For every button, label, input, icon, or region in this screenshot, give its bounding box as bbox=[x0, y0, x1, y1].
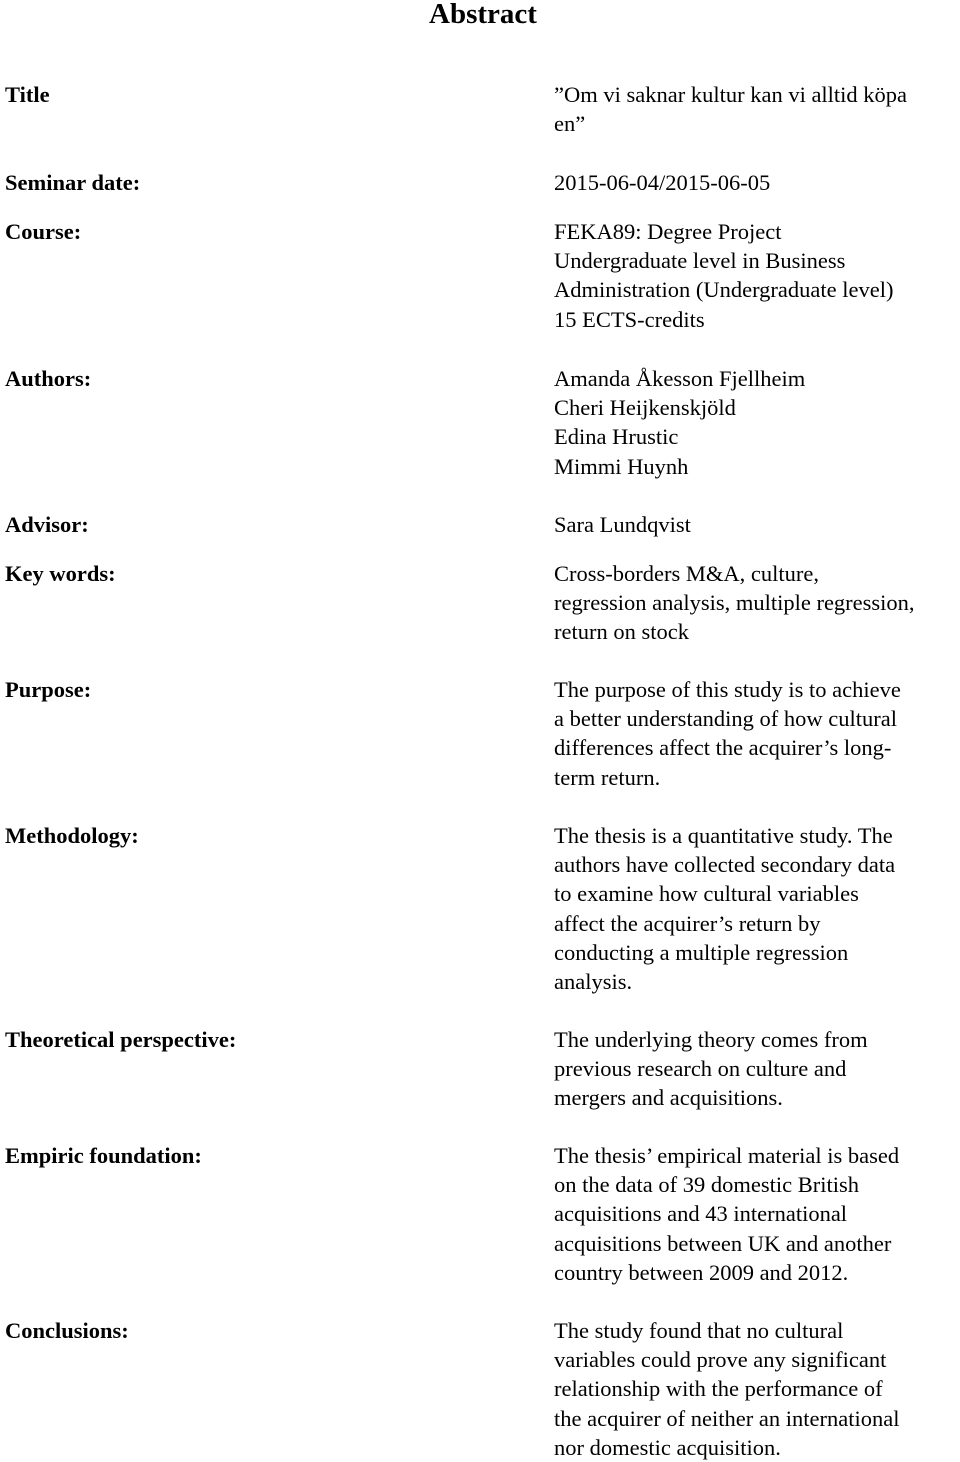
conclusions-label: Conclusions: bbox=[5, 1318, 129, 1343]
theoretical-perspective-value-line: mergers and acquisitions. bbox=[554, 1085, 783, 1111]
conclusions-value-line: relationship with the performance of bbox=[554, 1376, 883, 1402]
conclusions-value bbox=[554, 1316, 958, 1462]
empiric-foundation-value-line: acquisitions between UK and another bbox=[554, 1230, 892, 1256]
key-words-value-line: return on stock bbox=[554, 619, 689, 645]
purpose-label: Purpose: bbox=[5, 677, 92, 702]
purpose-value-line: differences affect the acquirer’s long- bbox=[554, 735, 892, 761]
conclusions-value-line: nor domestic acquisition. bbox=[554, 1434, 781, 1460]
seminar-date-value bbox=[554, 168, 958, 197]
author-name: Edina Hrustic bbox=[554, 424, 679, 450]
seminar-date-label: Seminar date: bbox=[5, 170, 141, 195]
methodology-value-line: The thesis is a quantitative study. The bbox=[554, 823, 893, 848]
advisor-label: Advisor: bbox=[5, 512, 89, 537]
methodology-value-line: analysis. bbox=[554, 969, 633, 995]
purpose-value bbox=[554, 675, 958, 792]
page-title: Abstract bbox=[429, 0, 537, 30]
key-words-label: Key words: bbox=[5, 561, 116, 586]
advisor-value bbox=[554, 510, 958, 539]
methodology-value bbox=[554, 821, 958, 996]
key-words-value-line: Cross-borders M&A, culture, bbox=[554, 561, 819, 586]
methodology-value-line: to examine how cultural variables bbox=[554, 881, 859, 907]
purpose-value-line: a better understanding of how cultural bbox=[554, 706, 898, 732]
course-value-line: FEKA89: Degree Project bbox=[554, 219, 782, 244]
conclusions-value-line: variables could prove any significant bbox=[554, 1347, 887, 1373]
conclusions-value-line: The study found that no cultural bbox=[554, 1318, 844, 1343]
empiric-foundation-value-line: country between 2009 and 2012. bbox=[554, 1259, 849, 1285]
theoretical-perspective-value-line: The underlying theory comes from bbox=[554, 1027, 868, 1052]
author-name: Amanda Åkesson Fjellheim bbox=[554, 366, 806, 391]
course-value-line: Administration (Undergraduate level) bbox=[554, 277, 894, 303]
seminar-date-value-line: 2015-06-04/2015-06-05 bbox=[554, 170, 771, 195]
title-value-line: ”Om vi saknar kultur kan vi alltid köpa bbox=[554, 82, 908, 107]
theoretical-perspective-value-line: previous research on culture and bbox=[554, 1056, 847, 1082]
empiric-foundation-value-line: on the data of 39 domestic British bbox=[554, 1172, 859, 1198]
advisor-name: Sara Lundqvist bbox=[554, 512, 691, 537]
key-words-value bbox=[554, 559, 958, 647]
course-value-line: Undergraduate level in Business bbox=[554, 248, 846, 274]
course-value-line: 15 ECTS-credits bbox=[554, 306, 705, 332]
empiric-foundation-value-line: The thesis’ empirical material is based bbox=[554, 1143, 900, 1168]
authors-value bbox=[554, 364, 958, 481]
title-label: Title bbox=[5, 82, 50, 107]
empiric-foundation-value-line: acquisitions and 43 international bbox=[554, 1201, 848, 1227]
methodology-value-line: conducting a multiple regression bbox=[554, 939, 849, 965]
authors-label: Authors: bbox=[5, 366, 92, 391]
purpose-value-line: The purpose of this study is to achieve bbox=[554, 677, 901, 702]
purpose-value-line: term return. bbox=[554, 764, 661, 790]
methodology-label: Methodology: bbox=[5, 823, 139, 848]
course-label: Course: bbox=[5, 219, 82, 244]
methodology-value-line: affect the acquirer’s return by bbox=[554, 910, 821, 936]
theoretical-perspective-label: Theoretical perspective: bbox=[5, 1027, 237, 1052]
title-value bbox=[554, 80, 958, 138]
methodology-value-line: authors have collected secondary data bbox=[554, 852, 896, 878]
empiric-foundation-label: Empiric foundation: bbox=[5, 1143, 202, 1168]
author-name: Cheri Heijkenskjöld bbox=[554, 395, 736, 421]
empiric-foundation-value bbox=[554, 1141, 958, 1287]
course-value bbox=[554, 217, 958, 334]
author-name: Mimmi Huynh bbox=[554, 453, 689, 479]
key-words-value-line: regression analysis, multiple regression, bbox=[554, 590, 915, 616]
title-value-line: en” bbox=[554, 111, 586, 137]
theoretical-perspective-value bbox=[554, 1025, 958, 1113]
conclusions-value-line: the acquirer of neither an international bbox=[554, 1405, 900, 1431]
